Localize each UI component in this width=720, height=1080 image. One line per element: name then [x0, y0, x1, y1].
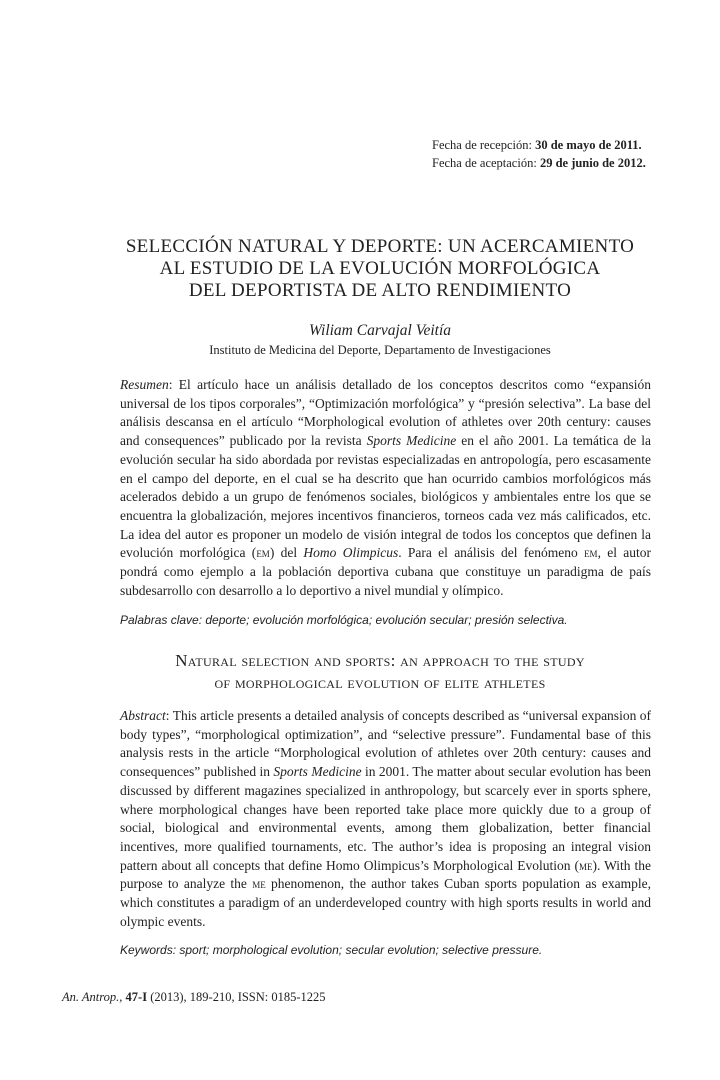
accepted-value: 29 de junio de 2012.	[539, 156, 646, 170]
keywords-en	[120, 943, 651, 957]
footer-details: (2013), 189-210, ISSN: 0185-1225	[150, 990, 326, 1004]
title-line-1: SELECCIÓN NATURAL Y DEPORTE: UN ACERCAMIENTO	[125, 236, 635, 257]
received-value: 30 de mayo de 2011.	[535, 138, 642, 152]
resumen-text-1: : El artículo hace un análisis detallado de los conceptos descritos como “expansión universal de los tipos corporales”, “Optimización morfológica” y “presión selectiva”. La base del análisis descansa en el artículo “Morphological evolution of athletes over 20th century: causes and consequences” publicado por la revista	[120, 377, 651, 449]
footer-volume: 47-I	[125, 990, 148, 1004]
keywords-en-text: : sport; morphological evolution; secular evolution; selective pressure.	[172, 943, 543, 957]
keywords-es	[120, 613, 651, 627]
received-label: Fecha de recepción:	[432, 138, 532, 152]
accepted-label: Fecha de aceptación:	[432, 156, 537, 170]
accepted-date	[432, 154, 646, 172]
resumen-paragraph	[120, 376, 651, 600]
page-footer	[62, 990, 326, 1005]
resumen-journal: Sports Medicine	[366, 433, 457, 449]
title-line-3: DEL DEPORTISTA DE ALTO RENDIMIENTO	[188, 280, 572, 301]
resumen-label: Resumen	[120, 377, 169, 392]
title-line-2: AL ESTUDIO DE LA EVOLUCIÓN MORFOLÓGICA	[159, 258, 601, 279]
article-title	[80, 236, 680, 302]
footer-journal: An. Antrop.,	[62, 990, 123, 1004]
abstract-text-4: phenomenon, the author takes Cuban sports population as example, which constitutes a paradigm of an underdeveloped country with high sports results in world and olympic events.	[120, 876, 652, 929]
resumen-text-5: , el autor pondrá como ejemplo a la población deportiva cubana que constituye un paradigma de país subdesarrollo con desarrollo a lo deportivo a nivel mundial y olímpico.	[120, 545, 652, 598]
reception-dates	[432, 136, 646, 172]
author-name: Wiliam Carvajal Veitía	[308, 322, 452, 339]
keywords-en-label: Keywords	[120, 943, 173, 957]
abstract-text-1: : This article presents a detailed analysis of concepts described as “universal expansion of body types”, “morphological optimization”, and “selective pressure”. Fundamental base of this analysis rests in the article “Morphological evolution of athletes over 20th century: causes and consequences” published in	[120, 708, 651, 780]
english-title-line-1: Natural selection and sports: an approach to the study	[175, 651, 585, 670]
abstract-paragraph	[120, 707, 651, 931]
abstract-me-abbr-2: me	[252, 876, 266, 892]
english-title-line-2: of morphological evolution of elite athletes	[214, 673, 546, 692]
abstract-me-abbr-1: me	[578, 857, 593, 873]
abstract-journal: Sports Medicine	[273, 764, 362, 780]
resumen-homo: Homo Olimpicus	[303, 545, 399, 561]
abstract-label: Abstract	[120, 708, 166, 723]
keywords-es-text: : deporte; evolución morfológica; evolución secular; presión selectiva.	[198, 613, 568, 627]
resumen-text-3: ) del	[269, 545, 304, 561]
resumen-text-4: . Para el análisis del fenómeno	[398, 545, 585, 561]
abstract-text-2: in 2001. The matter about secular evolution has been discussed by different magazines specialized in anthropology, but scarcely ever in sports sphere, where morphological changes have been reported take place more quickly due to a group of social, biological and environmental events, among them globalization, better financial incentives, more qualified tournaments, etc. The author’s idea is proposing an integral vision pattern about all concepts that define Homo Olimpicus’s Morphological Evolution (	[120, 764, 651, 873]
abstract-text-3: ). With the purpose to analyze the	[120, 857, 652, 892]
resumen-em-abbr-2: em	[584, 545, 598, 561]
resumen-em-abbr-1: em	[256, 545, 270, 561]
received-date	[432, 136, 646, 154]
keywords-es-label: Palabras clave	[120, 613, 199, 627]
author-affiliation: Instituto de Medicina del Deporte, Departamento de Investigaciones	[209, 343, 551, 357]
english-title	[80, 650, 680, 694]
resumen-text-2: en el año 2001. La temática de la evolución secular ha sido abordada por revistas especializadas en antropología, pero escasamente en el campo del deporte, en el cual se ha descrito que han ocurrido cambios morfológicos más acelerados debido a un grupo de fenómenos sociales, biológicos y ambientales entre los que se encuentra la globalización, mejores incentivos financieros, torneos cada vez más calificados, etc. La idea del autor es proponer un modelo de visión integral de todos los conceptos que definen la evolución morfológica (	[120, 433, 651, 561]
